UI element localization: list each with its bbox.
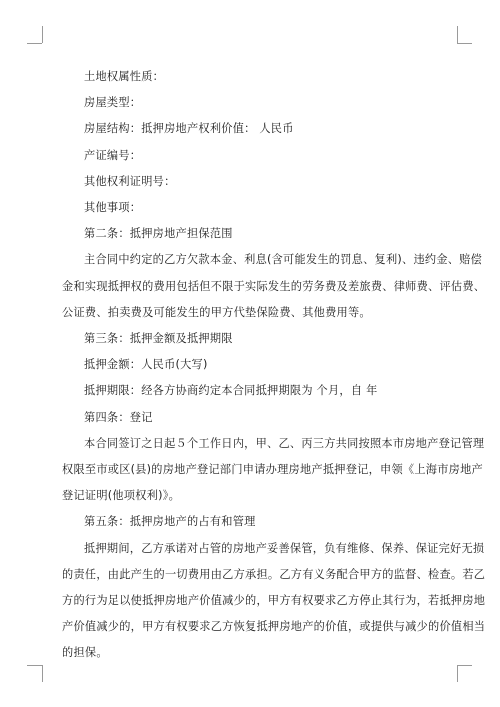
article-2-heading: 第二条：抵押房地产担保范围 [84, 227, 233, 241]
article-5-heading: 第五条：抵押房地产的占有和管理 [84, 515, 256, 529]
crop-mark-bottom-right [457, 665, 472, 666]
article-4-heading: 第四条：登记 [84, 410, 153, 424]
article-4-paragraph-line: 权限至市或区(县)的房地产登记部门申请办理房地产抵押登记，申领《上海市房地产 [62, 463, 483, 477]
crop-mark-bottom-right [457, 665, 458, 682]
crop-mark-top-left [42, 26, 43, 43]
mortgage-amount: 抵押金额：人民币(大写) [84, 358, 208, 372]
article-2-paragraph-line: 公证费、拍卖费及可能发生的甲方代垫保险费、其他费用等。 [62, 305, 371, 319]
crop-mark-bottom-left [42, 665, 43, 682]
field-other-rights-proof: 其他权利证明号： [84, 174, 176, 188]
article-5-paragraph-line: 产价值减少的，甲方有权要求乙方恢复抵押房地产的价值，或提供与减少的价值相当 [62, 620, 486, 634]
field-house-structure-value: 房屋结构：抵押房地产权利价值： 人民币 [84, 122, 294, 136]
crop-mark-top-left [27, 43, 42, 44]
article-5-paragraph-line: 的责任，由此产生的一切费用由乙方承担。乙方有义务配合甲方的监督、检查。若乙 [62, 567, 486, 581]
crop-mark-top-right [457, 26, 458, 43]
document-body [62, 64, 486, 667]
article-4-paragraph-line: 本合同签订之日起５个工作日内，甲、乙、丙三方共同按照本市房地产登记管理 [84, 436, 485, 450]
field-land-ownership: 土地权属性质： [84, 70, 165, 83]
article-5-paragraph-line: 方的行为足以使抵押房地产价值减少的，甲方有权要求乙方停止其行为，若抵押房地 [62, 594, 486, 608]
field-house-type: 房屋类型： [84, 96, 142, 110]
field-certificate-number: 产证编号： [84, 148, 142, 162]
field-other-matters: 其他事项： [84, 201, 142, 215]
article-5-paragraph-line: 的担保。 [62, 646, 108, 660]
article-2-paragraph-line: 主合同中约定的乙方欠款本金、利息(含可能发生的罚息、复利)、违约金、赔偿 [84, 253, 483, 267]
article-3-heading: 第三条：抵押金额及抵押期限 [84, 332, 233, 346]
crop-mark-bottom-left [27, 665, 42, 666]
mortgage-term: 抵押期限：经各方协商约定本合同抵押期限为 个月，自 年 [84, 384, 378, 398]
article-4-paragraph-line: 登记证明(他项权利)》。 [62, 489, 181, 503]
article-2-paragraph-line: 金和实现抵押权的费用包括但不限于实际发生的劳务费及差旅费、律师费、评估费、 [62, 279, 486, 293]
article-5-paragraph-line: 抵押期间，乙方承诺对占管的房地产妥善保管，负有维修、保养、保证完好无损 [84, 541, 485, 555]
crop-mark-top-right [457, 43, 472, 44]
